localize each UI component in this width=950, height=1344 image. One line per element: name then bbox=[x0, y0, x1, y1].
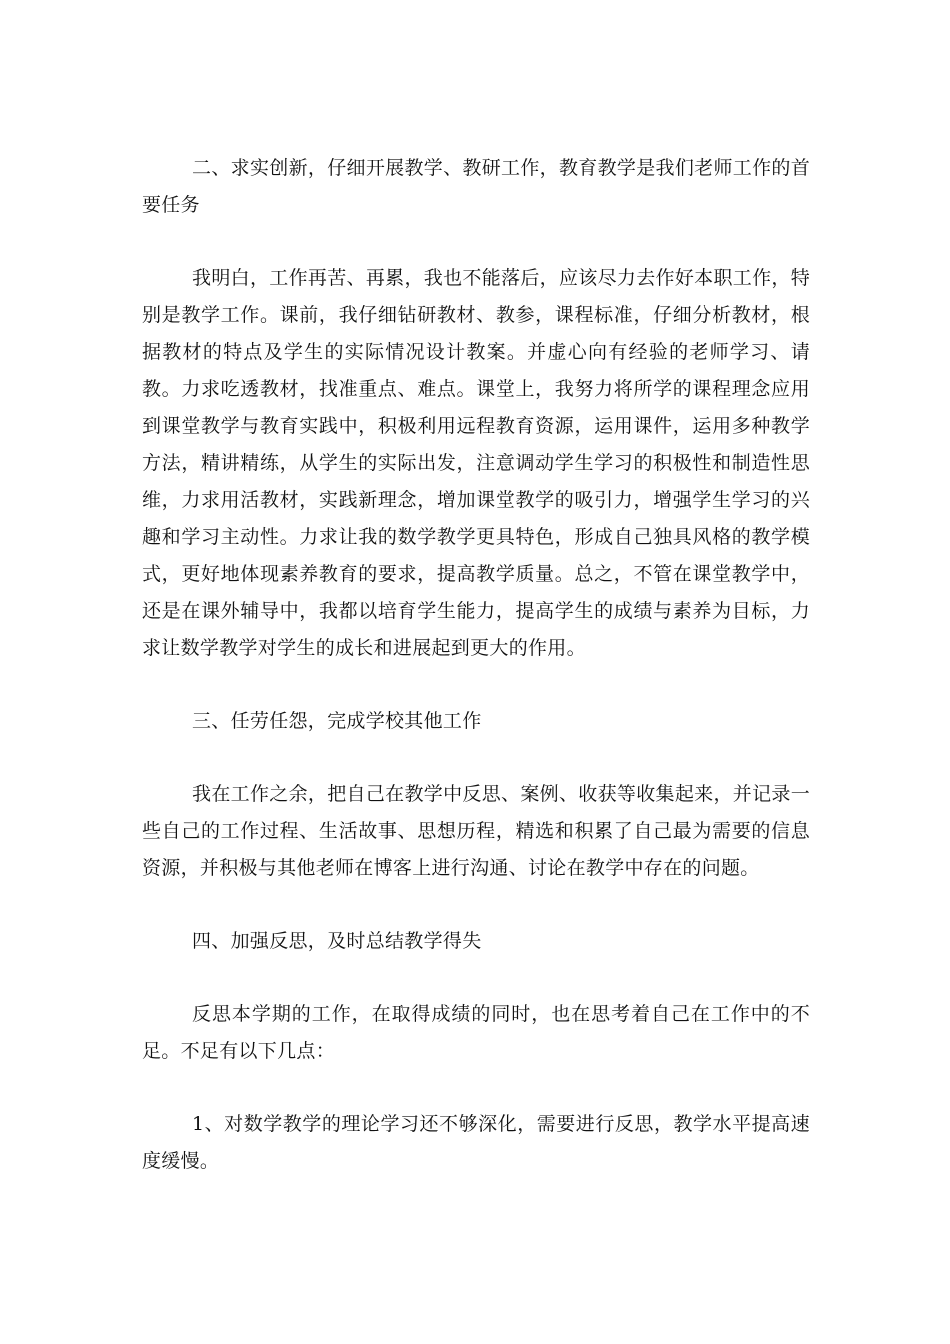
paragraph-shortcoming-1: 1、对数学教学的理论学习还不够深化，需要进行反思，教学水平提高速度缓慢。 bbox=[142, 1113, 810, 1172]
paragraph-gap bbox=[142, 740, 810, 776]
section-heading-3: 三、任劳任怨，完成学校其他工作 bbox=[192, 710, 482, 732]
paragraph-other-work: 我在工作之余，把自己在教学中反思、案例、收获等收集起来，并记录一些自己的工作过程、生活故事、思想历程，精选和积累了自己最为需要的信息资源，并积极与其他老师在博客上进行沟通、讨论在教学中存在的问题。 bbox=[142, 783, 810, 879]
section-heading-2: 二、求实创新，仔细开展教学、教研工作，教育教学是我们老师工作的首要任务 bbox=[142, 157, 810, 216]
paragraph-gap bbox=[142, 960, 810, 996]
document-body bbox=[142, 150, 810, 1180]
paragraph-gap bbox=[142, 667, 810, 703]
section-heading-4: 四、加强反思，及时总结教学得失 bbox=[192, 930, 482, 952]
paragraph-reflection: 反思本学期的工作，在取得成绩的同时，也在思考着自己在工作中的不足。不足有以下几点： bbox=[142, 1003, 810, 1062]
paragraph-gap bbox=[142, 887, 810, 923]
paragraph-gap bbox=[142, 224, 810, 260]
paragraph-gap bbox=[142, 1070, 810, 1106]
paragraph-teaching-work: 我明白，工作再苦、再累，我也不能落后，应该尽力去作好本职工作，特别是教学工作。课前，我仔细钻研教材、教参，课程标准，仔细分析教材，根据教材的特点及学生的实际情况设计教案。并虚心向有经验的老师学习、请教。力求吃透教材，找准重点、难点。课堂上，我努力将所学的课程理念应用到课堂教学与教育实践中，积极利用远程教育资源，运用课件，运用多种教学方法，精讲精练，从学生的实际出发，注意调动学生学习的积极性和制造性思维，力求用活教材，实践新理念，增加课堂教学的吸引力，增强学生学习的兴趣和学习主动性。力求让我的数学教学更具特色，形成自己独具风格的教学模式，更好地体现素养教育的要求，提高教学质量。总之，不管在课堂教学中，还是在课外辅导中，我都以培育学生能力，提高学生的成绩与素养为目标，力求让数学教学对学生的成长和进展起到更大的作用。 bbox=[142, 267, 810, 659]
